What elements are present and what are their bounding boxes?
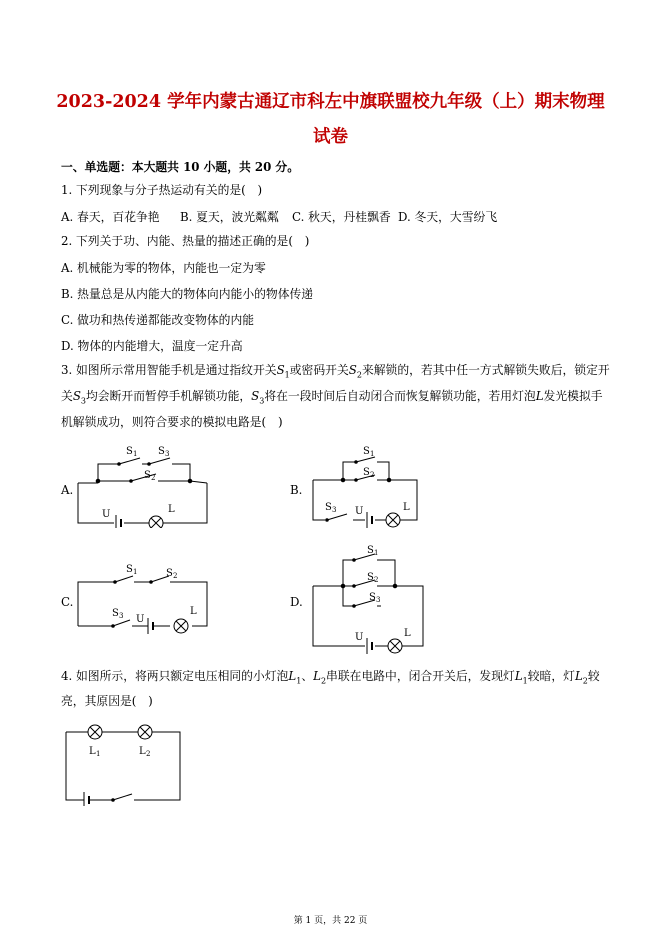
svg-text:U: U [355,632,364,643]
svg-text:2: 2 [370,471,375,479]
svg-text:1: 1 [370,450,375,458]
svg-text:3: 3 [332,506,337,514]
svg-text:L: L [89,746,96,757]
svg-text:L: L [403,502,410,513]
section-heading: 一、单选题：本大题共 10 小题，共 20 分。 [61,160,300,174]
q3-stem-line2: 关$S_3$均会断开而暂停手机解锁功能，$S_3$将在一段时间后自动闭合而恢复解锁功能，若用灯泡L发光模拟手 [61,389,603,406]
page-footer: 第 1 页，共 22 页 [293,916,368,926]
circuit-q4 [60,718,188,806]
q4-stem-line2: 亮，其原因是( ) [61,694,153,708]
q3-stem-line3: 机解锁成功，则符合要求的模拟电路是( ) [61,415,283,429]
q2-option-b: B. 热量总是从内能大的物体向内能小的物体传递 [61,287,314,301]
svg-text:L: L [139,746,146,757]
q1-option-a: A. 春天，百花争艳 [61,210,160,224]
svg-text:L: L [190,606,197,617]
svg-text:S: S [166,568,173,579]
q1-option-c: C. 秋天，丹桂飘香 [292,210,391,224]
svg-text:S: S [367,545,374,556]
q2-stem: 2. 下列关于功、内能、热量的描述正确的是( ) [61,234,310,248]
svg-text:L: L [404,628,411,639]
svg-text:2: 2 [374,576,379,584]
svg-text:2: 2 [146,750,151,758]
circuit-a [70,438,215,528]
circuit-c [70,560,215,638]
q2-option-c: C. 做功和热传递都能改变物体的内能 [61,313,255,327]
q3-option-b-label: B. [290,483,303,497]
svg-text:S: S [158,446,165,457]
label-s: S [126,446,133,457]
exam-title-line2: 试卷 [313,127,348,147]
svg-text:S: S [126,564,133,575]
svg-text:2: 2 [151,474,156,482]
svg-text:U: U [136,614,145,625]
q1-option-b: B. 夏天，波光粼粼 [180,210,279,224]
circuit-b [305,440,425,528]
q3-stem-line1: 3. 如图所示常用智能手机是通过指纹开关$S_1$或密码开关$S_2$来解锁的，若其中任一方式解锁失败后，锁定开 [61,363,610,380]
q1-stem: 1. 下列现象与分子热运动有关的是( ) [61,183,263,197]
svg-text:S: S [144,470,151,481]
q3-option-d-label: D. [290,595,303,609]
circuit-d [305,540,430,655]
exam-title-line1: 2023-2024 学年内蒙古通辽市科左中旗联盟校九年级（上）期末物理 [56,92,605,112]
svg-text:1: 1 [374,549,379,557]
q4-stem-line1: 4. 如图所示，将两只额定电压相同的小灯泡$L_1$、$L_2$串联在电路中，闭合开关后，发现灯$L_1$较暗，灯$L_2$较 [61,669,600,686]
svg-text:S: S [369,592,376,603]
q2-option-d: D. 物体的内能增大，温度一定升高 [61,339,243,353]
svg-text:S: S [363,467,370,478]
svg-text:U: U [355,506,364,517]
label-u: U [102,509,111,520]
svg-text:S: S [363,446,370,457]
label-l: L [168,504,175,515]
svg-text:1: 1 [96,750,101,758]
svg-text:3: 3 [165,450,170,458]
q2-option-a: A. 机械能为零的物体，内能也一定为零 [61,261,266,275]
svg-text:3: 3 [376,596,381,604]
svg-text:1: 1 [133,450,138,458]
svg-text:1: 1 [133,568,138,576]
svg-text:S: S [325,502,332,513]
svg-text:2: 2 [173,572,178,580]
svg-text:S: S [367,572,374,583]
svg-text:S: S [112,608,119,619]
q3-option-c-label: C. [61,595,74,609]
svg-text:3: 3 [119,612,124,620]
q1-option-d: D. 冬天，大雪纷飞 [398,210,498,224]
q3-option-a-label: A. [61,483,74,497]
